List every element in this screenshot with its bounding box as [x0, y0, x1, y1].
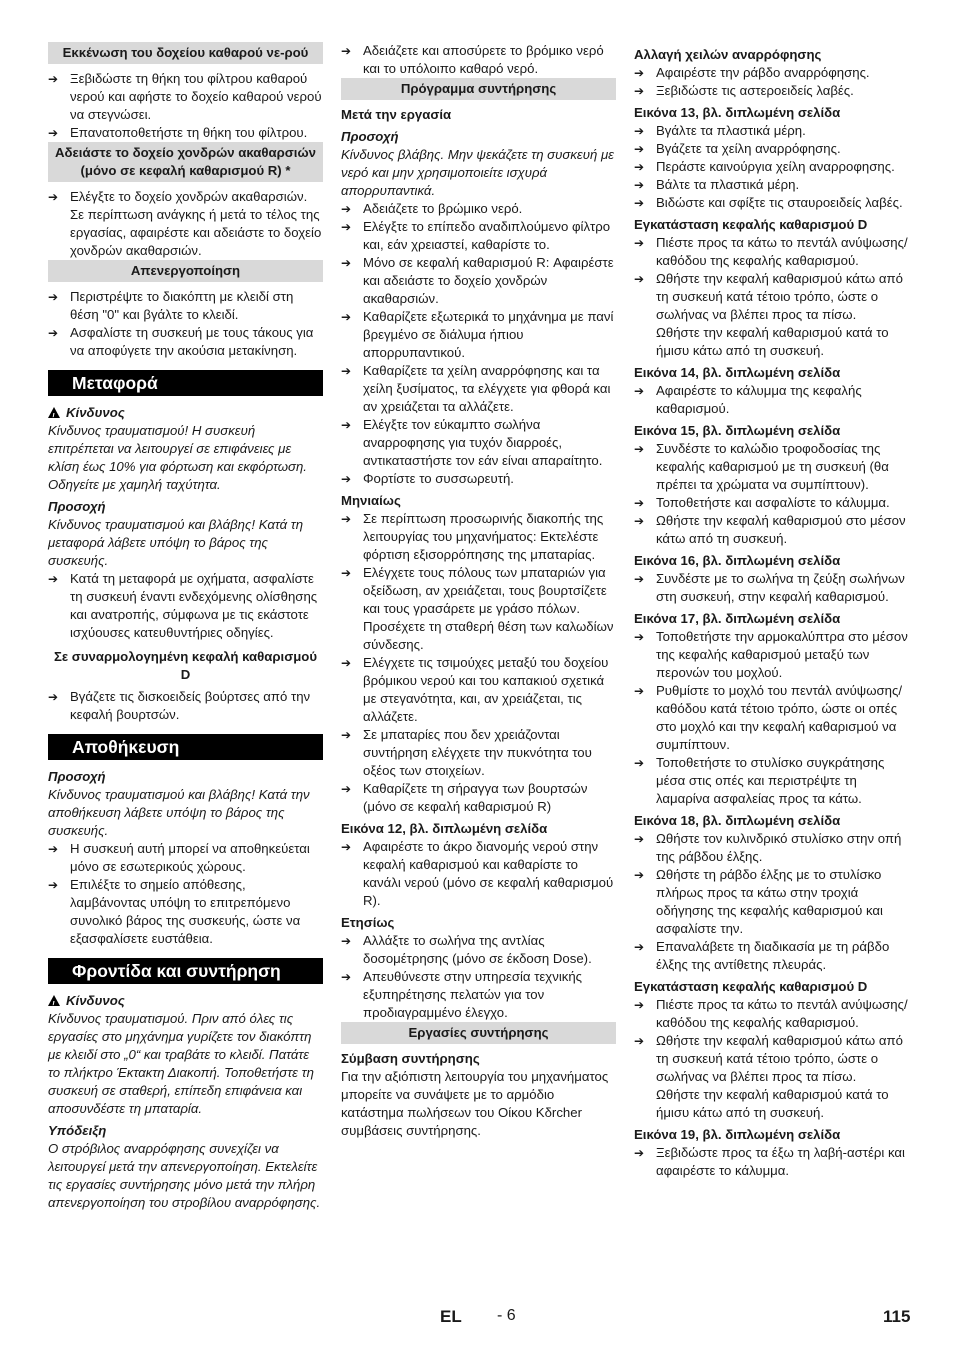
sub-heading: Εικόνα 17, βλ. διπλωμένη σελίδα [634, 611, 841, 626]
arrow-icon: ➔ [341, 202, 352, 216]
bullet-item [341, 654, 616, 726]
sub-heading: Εγκατάσταση κεφαλής καθαρισμού D [634, 979, 868, 994]
arrow-icon: ➔ [341, 656, 352, 670]
bullet-text: Ωθήστε την κεφαλή καθαρισμού κάτω από τη συσκευή κατά τέτοιο τρόπο, ώστε ο σωλήνας να βλέπει προς τα πίσω. [656, 1033, 903, 1084]
bullet-item [48, 840, 323, 876]
sub-heading: Εγκατάσταση κεφαλής καθαρισμού D [634, 217, 868, 232]
arrow-icon: ➔ [634, 442, 645, 456]
bullet-item [341, 416, 616, 470]
note-label: Υπόδειξη [48, 1123, 107, 1138]
bullet-text: Ωθήστε την κεφαλή καθαρισμού στο μέσον κάτω από τη συσκευή. [656, 513, 906, 546]
warning-icon [48, 995, 60, 1006]
bullet-text: Ξεβιδώστε τη θήκη του φίλτρου καθαρού νερού και αφήστε το δοχείο καθαρού νερού να στεγνώσει. [70, 71, 322, 122]
bullet-item [634, 570, 909, 606]
bullet-text: Ελέγξτε το επίπεδο αναδιπλούμενο φίλτρο και, εάν χρειαστεί, καθαρίστε το. [363, 219, 611, 252]
bullet-item [634, 830, 909, 866]
bullet-item [341, 308, 616, 362]
bullet-text: Ωθήστε την κεφαλή καθαρισμού κάτω από τη συσκευή κατά τέτοιο τρόπο, ώστε ο σωλήνας να βλέπει προς τα πίσω. [656, 271, 903, 322]
bullet-item [634, 140, 909, 158]
arrow-icon: ➔ [634, 514, 645, 528]
bullet-item [48, 188, 323, 260]
arrow-icon: ➔ [634, 940, 645, 954]
sub-heading: Εικόνα 15, βλ. διπλωμένη σελίδα [634, 423, 841, 438]
bullet-text: Συνδέστε με το σωλήνα τη ζεύξη σωλήνων στη συσκευή, στην κεφαλή καθαρισμού. [656, 571, 905, 604]
sub-heading: Σε συναρμολογημένη κεφαλή καθαρισμού D [53, 649, 318, 682]
bullet-text: Επανατοποθετήστε τη θήκη του φίλτρου. [70, 125, 308, 140]
arrow-icon: ➔ [341, 970, 352, 984]
bullet-text: Ελέγξτε το δοχείο χονδρών ακαθαρσιών. Σε περίπτωση ανάγκης ή μετά το τέλος της εργασίας, αφαιρέστε και αδειάστε το δοχείο χονδρών ακαθαρσιών. [70, 189, 322, 258]
bullet-text: Ελέγχετε τις τσιμούχες μεταξύ του δοχείου βρόμικου νερού και του καπακιού σχετικά με στεγανότητα, και, αν χρειάζεται, τις αλλάζετε. [363, 655, 609, 724]
note-text: Κίνδυνος τραυματισμού και βλάβης! Κατά την αποθήκευση λάβετε υπόψη το βάρος της συσκευής. [48, 787, 310, 838]
arrow-icon: ➔ [634, 756, 645, 770]
bullet-text: Τοποθετήστε το στυλίσκο συγκράτησης μέσα στις οπές και περιστρέψτε τη λαμαρίνα ασφαλείας προς τα κάτω. [656, 755, 885, 806]
arrow-icon: ➔ [634, 66, 645, 80]
bullet-text: Αδειάζετε και αποσύρετε το βρόμικο νερό και το υπόλοιπο καθαρό νερό. [363, 43, 604, 76]
section-heading: Απενεργοποίηση [48, 260, 323, 282]
bullet-item [341, 200, 616, 218]
language-code: EL [440, 1307, 462, 1326]
bullet-item [341, 726, 616, 780]
arrow-icon: ➔ [341, 472, 352, 486]
arrow-icon: ➔ [634, 496, 645, 510]
bullet-text: Ξεβιδώστε τις αστεροειδείς λαβές. [656, 83, 854, 98]
sub-heading: Εικόνα 14, βλ. διπλωμένη σελίδα [634, 365, 841, 380]
bullet-text: Αδειάζετε το βρώμικο νερό. [363, 201, 523, 216]
column-2 [341, 42, 616, 1140]
bullet-text: Πιέστε προς τα κάτω το πεντάλ ανύψωσης/καθόδου της κεφαλής καθαρισμού. [656, 235, 908, 268]
arrow-icon: ➔ [341, 934, 352, 948]
bullet-text: Καθαρίζετε τη σήραγγα των βουρτσών (μόνο σε κεφαλή καθαρισμού R) [363, 781, 588, 814]
arrow-icon: ➔ [634, 832, 645, 846]
bullet-item [634, 440, 909, 494]
note-text: Κίνδυνος τραυματισμού! Η συσκευή επιτρέπεται να λειτουργεί σε επιφάνειες με κλίση έως 10% για φόρτωση και εκφόρτωση. Οδηγείτε με χαμηλή ταχύτητα. [48, 423, 307, 492]
arrow-icon: ➔ [634, 236, 645, 250]
bullet-text: Βάλτε τα πλαστικά μέρη. [656, 177, 800, 192]
arrow-icon: ➔ [341, 256, 352, 270]
arrow-icon: ➔ [634, 84, 645, 98]
bullet-item [634, 64, 909, 82]
bullet-text: Ασφαλίστε τη συσκευή με τους τάκους για να αποφύγετε την ακούσια μετακίνηση. [70, 325, 314, 358]
sub-heading: Αλλαγή χειλών αναρρόφησης [634, 47, 822, 62]
bullet-text: Ωθήστε τον κυλινδρικό στυλίσκο στην οπή της ράβδου έλξης. [656, 831, 902, 864]
bullet-text: Βιδώστε και σφίξτε τις σταυροειδείς λαβές. [656, 195, 903, 210]
bullet-item [341, 42, 616, 78]
note-text: Κίνδυνος βλάβης. Μην ψεκάζετε τη συσκευή με νερό και μην χρησιμοποιείτε ισχυρά απορρυπαντικά. [341, 147, 614, 198]
bullet-item [341, 362, 616, 416]
arrow-icon: ➔ [48, 326, 59, 340]
chapter-heading: Μεταφορά [48, 370, 323, 396]
page-footer [0, 1307, 954, 1331]
arrow-icon: ➔ [634, 142, 645, 156]
note-text: Ο στρόβιλος αναρρόφησης συνεχίζει να λειτουργεί μετά την απενεργοποίηση. Εκτελείτε τις εργασίες συντήρησης μόνο μετά την πλήρη απενεργοποίηση του στροβίλου αναρρόφησης. [48, 1141, 321, 1210]
bullet-text: Αφαιρέστε το άκρο διανομής νερού στην κεφαλή καθαρισμού και καθαρίστε το κανάλι νερού (μόνο σε κεφαλή καθαρισμού R). [363, 839, 614, 908]
arrow-icon: ➔ [48, 290, 59, 304]
bullet-item [48, 124, 323, 142]
arrow-icon: ➔ [341, 364, 352, 378]
bullet-item [634, 176, 909, 194]
bullet-text: Επαναλάβετε τη διαδικασία με τη ράβδο έλξης της αντίθετης πλευράς. [656, 939, 890, 972]
bullet-item [634, 494, 909, 512]
bullet-item [634, 82, 909, 100]
arrow-icon: ➔ [48, 190, 59, 204]
arrow-icon: ➔ [341, 782, 352, 796]
bullet-item [48, 570, 323, 642]
arrow-icon: ➔ [634, 572, 645, 586]
note-label: Προσοχή [341, 129, 399, 144]
bullet-text: Τοποθετήστε την αρμοκαλύπτρα στο μέσον της κεφαλής καθαρισμού μεταξύ των περονών του μοχλού. [656, 629, 908, 680]
warning-label [48, 992, 323, 1010]
bullet-text: Μόνο σε κεφαλή καθαρισμού R: Αφαιρέστε και αδειάστε το δοχείο χονδρών ακαθαρσιών. [363, 255, 614, 306]
bullet-item [341, 564, 616, 654]
arrow-icon: ➔ [634, 160, 645, 174]
paragraph: Για την αξιόπιστη λειτουργία του μηχανήματος μπορείτε να συνάψετε με το αρμόδιο κατάστημα πωλήσεων του Οίκου Kδrcher συμβάσεις συντήρησης. [341, 1069, 609, 1138]
arrow-icon: ➔ [341, 220, 352, 234]
bullet-text: Ξεβιδώστε προς τα έξω τη λαβή-αστέρι και αφαιρέστε το κάλυμμα. [656, 1145, 905, 1178]
arrow-icon: ➔ [48, 126, 59, 140]
bullet-item [48, 876, 323, 948]
bullet-text: Καθαρίζετε τα χείλη αναρρόφησης και τα χείλη ξυσίματος, τα ελέγχετε για φθορά και αν χρειάζεται τα αλλάζετε. [363, 363, 611, 414]
bullet-item [634, 996, 909, 1032]
bullet-item [48, 324, 323, 360]
arrow-icon: ➔ [341, 418, 352, 432]
note-label: Προσοχή [48, 769, 106, 784]
bullet-item [634, 938, 909, 974]
bullet-text: Ελέγχετε τους πόλους των μπαταριών για οξείδωση, αν χρειάζεται, τους βουρτσίζετε και τους γρασάρετε με γράσο πόλων. Προσέχετε τη σταθερή θέση των καλωδίων σύνδεσης. [363, 565, 614, 652]
arrow-icon: ➔ [634, 124, 645, 138]
bullet-item [634, 270, 909, 324]
arrow-icon: ➔ [634, 178, 645, 192]
section-page-number: - 6 [497, 1307, 516, 1324]
arrow-icon: ➔ [341, 728, 352, 742]
page-number: 115 [883, 1307, 911, 1326]
arrow-icon: ➔ [634, 384, 645, 398]
arrow-icon: ➔ [341, 512, 352, 526]
bullet-text: Κατά τη μεταφορά με οχήματα, ασφαλίστε τη συσκευή έναντι ενδεχόμενης ολίσθησης και ανατροπής, σύμφωνα με τις εκάστοτε ισχύουσες κατευθυντήριες οδηγίες. [70, 571, 318, 640]
arrow-icon: ➔ [48, 72, 59, 86]
bullet-item [48, 688, 323, 724]
bullet-text: Η συσκευή αυτή μπορεί να αποθηκεύεται μόνο σε εσωτερικούς χώρους. [70, 841, 310, 874]
arrow-icon: ➔ [341, 840, 352, 854]
arrow-icon: ➔ [48, 690, 59, 704]
bullet-text: Περιστρέψτε το διακόπτη με κλειδί στη θέση "0" και βγάλτε το κλειδί. [70, 289, 294, 322]
bullet-item [48, 70, 323, 124]
bullet-text: Περάστε καινούργια χείλη αναρροφησης. [656, 159, 895, 174]
chapter-heading: Αποθήκευση [48, 734, 323, 760]
arrow-icon: ➔ [634, 1034, 645, 1048]
bullet-item [634, 682, 909, 754]
bullet-item [634, 122, 909, 140]
column-3 [634, 42, 909, 1180]
bullet-text: Αλλάξτε το σωλήνα της αντλίας δοσομέτρησης (μόνο σε έκδοση Dose). [363, 933, 592, 966]
bullet-item [634, 382, 909, 418]
bullet-item [634, 234, 909, 270]
bullet-text: Απευθύνεστε στην υπηρεσία τεχνικής εξυπηρέτησης πελατών για τον προδιαγραμμένο έλεγχο. [363, 969, 583, 1020]
bullet-item [634, 754, 909, 808]
arrow-icon: ➔ [634, 630, 645, 644]
sub-heading: Μετά την εργασία [341, 107, 452, 122]
sub-heading: Εικόνα 18, βλ. διπλωμένη σελίδα [634, 813, 841, 828]
section-heading: Αδειάστε το δοχείο χονδρών ακαθαρσιών (μόνο σε κεφαλή καθαρισμού R) * [48, 142, 323, 182]
arrow-icon: ➔ [634, 1146, 645, 1160]
arrow-icon: ➔ [48, 878, 59, 892]
arrow-icon: ➔ [48, 842, 59, 856]
arrow-icon: ➔ [634, 684, 645, 698]
section-heading: Εκκένωση του δοχείου καθαρού νε-ρού [48, 42, 323, 64]
section-heading: Πρόγραμμα συντήρησης [341, 78, 616, 100]
arrow-icon: ➔ [48, 572, 59, 586]
arrow-icon: ➔ [634, 998, 645, 1012]
warning-label-text: Κίνδυνος [66, 405, 125, 420]
bullet-text: Επιλέξτε το σημείο απόθεσης, λαμβάνοντας υπόψη το επιτρεπόμενο συνολικό βάρος της συσκευής, ώστε να εξασφαλίσετε ευστάθεια. [70, 877, 301, 946]
bullet-item [634, 512, 909, 548]
bullet-item [634, 194, 909, 212]
arrow-icon: ➔ [634, 272, 645, 286]
sub-heading: Εικόνα 19, βλ. διπλωμένη σελίδα [634, 1127, 841, 1142]
note-label: Προσοχή [48, 499, 106, 514]
bullet-text: Συνδέστε το καλώδιο τροφοδοσίας της κεφαλής καθαρισμού με τη συσκευή (θα πρέπει τα χρώματα να συμπίπτουν). [656, 441, 889, 492]
chapter-heading: Φροντίδα και συντήρηση [48, 958, 323, 984]
arrow-icon: ➔ [634, 196, 645, 210]
warning-label [48, 404, 323, 422]
bullet-text: Αφαιρέστε την ράβδο αναρρόφησης. [656, 65, 870, 80]
bullet-item [341, 780, 616, 816]
bullet-item [341, 254, 616, 308]
sub-heading: Εικόνα 16, βλ. διπλωμένη σελίδα [634, 553, 841, 568]
bullet-text: Τοποθετήστε και ασφαλίστε το κάλυμμα. [656, 495, 890, 510]
bullet-item [634, 628, 909, 682]
bullet-text: Ρυθμίστε το μοχλό του πεντάλ ανύψωσης/καθόδου κατά τέτοιο τρόπο, ώστε οι οπές στο μοχλό και την κεφαλή καθαρισμού να συμπίπτουν. [656, 683, 903, 752]
bullet-text: Καθαρίζετε εξωτερικά το μηχάνημα με πανί βρεγμένο σε διάλυμα ήπιου απορρυπαντικού. [363, 309, 614, 360]
bullet-item [634, 1144, 909, 1180]
bullet-item [341, 968, 616, 1022]
bullet-item [634, 866, 909, 938]
arrow-icon: ➔ [341, 310, 352, 324]
bullet-text: Βγάλτε τα πλαστικά μέρη. [656, 123, 806, 138]
arrow-icon: ➔ [341, 566, 352, 580]
bullet-text: Σε μπαταρίες που δεν χρειάζονται συντήρηση ελέγχετε την πυκνότητα του οξέος των στοιχείων. [363, 727, 592, 778]
section-heading: Εργασίες συντήρησης [341, 1022, 616, 1044]
warning-label-text: Κίνδυνος [66, 993, 125, 1008]
column-1 [48, 42, 323, 1212]
arrow-icon: ➔ [341, 44, 352, 58]
note-text: Κίνδυνος τραυματισμού. Πριν από όλες τις εργασίες στο μηχάνημα γυρίζετε τον διακόπτη με κλειδί στο „0“ και τραβάτε το κλειδί. Πατάτε το πλήκτρο Έκτακτη Διακοπή. Τοποθετήστε τη συσκευή σε σταθερή, επίπεδη επιφάνεια και αποσυνδέστε τη μπαταρία. [48, 1011, 314, 1116]
indented-paragraph: Ωθήστε την κεφαλή καθαρισμού κατά το ήμισυ κάτω από τη συσκευή. [656, 1087, 889, 1120]
sub-heading: Ετησίως [341, 915, 395, 930]
bullet-text: Ωθήστε τη ράβδο έλξης με το στυλίσκο πλήρως προς τα κάτω στην τροχιά οδήγησης της κεφαλής καθαρισμού και ασφαλίστε την. [656, 867, 883, 936]
sub-heading: Εικόνα 13, βλ. διπλωμένη σελίδα [634, 105, 841, 120]
bullet-text: Βγάζετε τις δισκοειδείς βούρτσες από την κεφαλή βουρτσών. [70, 689, 311, 722]
bullet-item [341, 510, 616, 564]
bullet-item [634, 1032, 909, 1086]
bullet-text: Ελέγξτε τον εύκαμπτο σωλήνα αναρροφησης για τυχόν διαρροές, αντικαταστήστε τον εάν είναι απαραίτητο. [363, 417, 603, 468]
bullet-text: Φορτίστε το συσσωρευτή. [363, 471, 514, 486]
bullet-text: Αφαιρέστε το κάλυμμα της κεφαλής καθαρισμού. [656, 383, 862, 416]
sub-heading: Εικόνα 12, βλ. διπλωμένη σελίδα [341, 821, 548, 836]
bullet-item [634, 158, 909, 176]
arrow-icon: ➔ [634, 868, 645, 882]
sub-heading: Μηνιαίως [341, 493, 401, 508]
warning-icon [48, 407, 60, 418]
bullet-item [341, 470, 616, 488]
bullet-text: Σε περίπτωση προσωρινής διακοπής της λειτουργίας του μηχανήματος: Εκτελέστε φόρτιση εξισορρόπησης της μπαταρίας. [363, 511, 604, 562]
indented-paragraph: Ωθήστε την κεφαλή καθαρισμού κατά το ήμισυ κάτω από τη συσκευή. [656, 325, 889, 358]
bullet-item [341, 932, 616, 968]
bullet-item [48, 288, 323, 324]
note-text: Κίνδυνος τραυματισμού και βλάβης! Κατά τη μεταφορά λάβετε υπόψη το βάρος της συσκευής. [48, 517, 304, 568]
bullet-item [341, 218, 616, 254]
bullet-item [341, 838, 616, 910]
bullet-text: Πιέστε προς τα κάτω το πεντάλ ανύψωσης/καθόδου της κεφαλής καθαρισμού. [656, 997, 908, 1030]
bullet-text: Βγάζετε τα χείλη αναρρόφησης. [656, 141, 841, 156]
sub-heading: Σύμβαση συντήρησης [341, 1051, 480, 1066]
